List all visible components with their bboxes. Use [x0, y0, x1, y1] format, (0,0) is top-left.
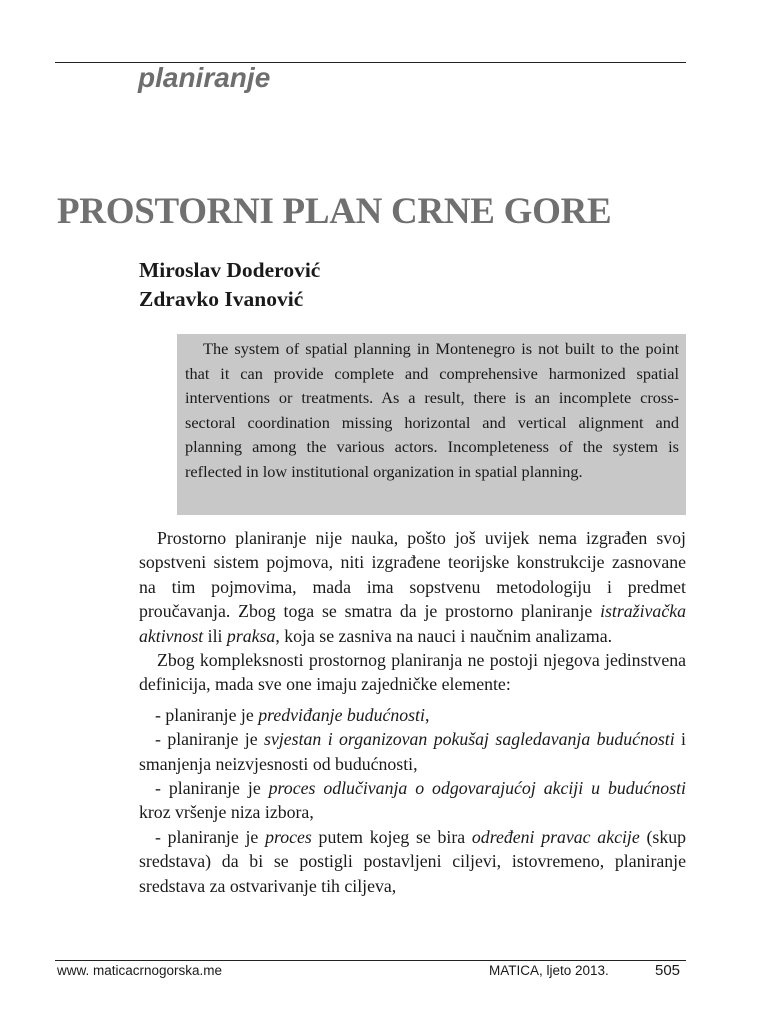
emphasis-text: određeni pravac akcije — [471, 826, 640, 847]
abstract-text: The system of spatial planning in Montenegro is not built to the point that it can provide complete and comprehensive harmonized spatial interventions or treatments. As a result, there is an incomplete cross-sectoral coordination missing horizontal and vertical alignment and planning among the various actors. Incompleteness of the system is reflected in low institutional organization in spatial planning. — [185, 339, 679, 481]
abstract-box — [177, 334, 686, 515]
emphasis-text: praksa — [226, 625, 276, 646]
page-number: 505 — [655, 962, 681, 979]
text-run: , — [424, 704, 430, 725]
list-item — [139, 825, 686, 898]
list-item — [139, 776, 686, 825]
text-run: , koja se zasniva na nauci i naučnim analizama. — [275, 625, 613, 646]
article-body — [139, 526, 686, 898]
text-run: - planiranje je — [155, 729, 265, 750]
text-run: i smanjenja neizvjesnosti od budućnosti, — [139, 729, 686, 774]
list-item — [139, 727, 686, 776]
text-run: (skup sredstava) da bi se postigli postavljeni ciljevi, istovremeno, planiranje sredstava za ostvarivanje tih ciljeva, — [139, 826, 686, 896]
text-run: ili — [203, 625, 227, 646]
list-item — [139, 703, 686, 727]
section-label: planiranje — [138, 62, 271, 93]
text-run: - planiranje je — [155, 704, 259, 725]
article-title: PROSTORNI PLAN CRNE GORE — [57, 191, 612, 232]
text-run: putem kojeg se bira — [311, 826, 472, 847]
body-paragraph: Zbog kompleksnosti prostornog planiranja ne postoji njegova jedinstvena definicija, mada sve one imaju zajedničke elemente: — [139, 650, 686, 695]
author-name: Miroslav Doderović — [139, 258, 321, 282]
footer-rule — [55, 960, 686, 961]
emphasis-text: svjestan i organizovan pokušaj sagledavanja budućnosti — [264, 729, 675, 750]
footer-journal: MATICA, ljeto 2013. — [489, 963, 609, 978]
text-run: kroz vršenje niza izbora, — [139, 802, 314, 823]
emphasis-text: proces — [265, 826, 312, 847]
footer-website: www. maticacrnogorska.me — [57, 963, 223, 978]
text-run: - planiranje je — [155, 826, 266, 847]
body-paragraph — [139, 526, 686, 648]
text-run: - planiranje je — [155, 778, 269, 799]
text-run: Prostorno planiranje nije nauka, pošto još uvijek nema izgrađen svoj sopstveni sistem pojmova, niti izgrađene teorijske konstrukcije zasnovane na tim pojmovima, mada ima sopstvenu metodologiju i predmet proučavanja. Zbog toga se smatra da je prostorno planiranje — [139, 528, 686, 622]
author-name: Zdravko Ivanović — [139, 287, 304, 311]
emphasis-text: proces odlučivanja o odgovarajućoj akciji u budućnosti — [268, 778, 686, 799]
emphasis-text: istraživačka aktivnost — [139, 601, 686, 646]
emphasis-text: predviđanje budućnosti — [258, 704, 425, 725]
author-list — [139, 256, 320, 314]
